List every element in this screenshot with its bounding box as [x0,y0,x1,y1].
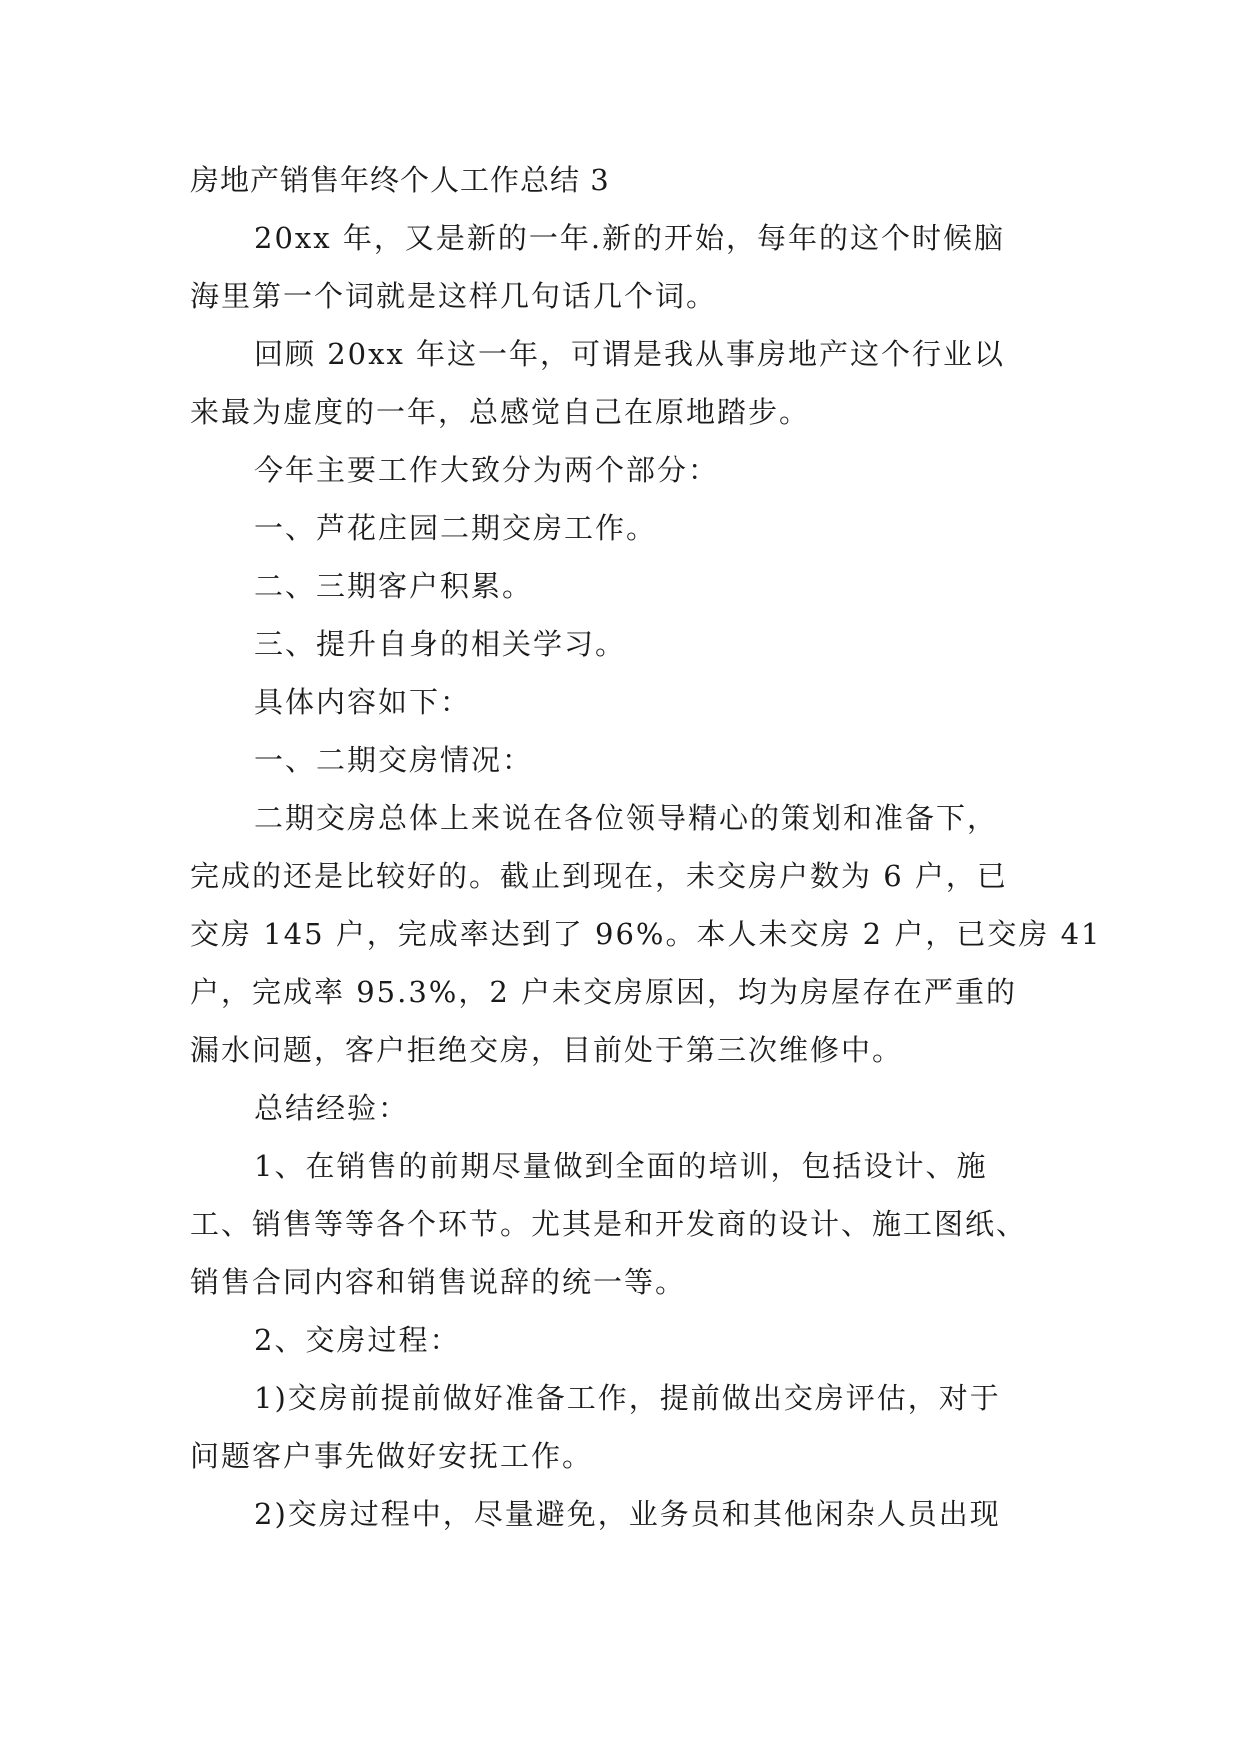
paragraph-line: 户，完成率 95.3%，2 户未交房原因，均为房屋存在严重的 [190,975,1018,1009]
list-item: 三、提升自身的相关学习。 [254,627,627,661]
paragraph-line: 具体内容如下： [254,685,472,719]
paragraph-line: 完成的还是比较好的。截止到现在，未交房户数为 6 户，已 [190,859,1008,893]
paragraph-line: 1、在销售的前期尽量做到全面的培训，包括设计、施 [254,1149,988,1183]
paragraph-line: 销售合同内容和销售说辞的统一等。 [190,1265,687,1299]
list-item: 一、芦花庄园二期交房工作。 [254,511,658,545]
paragraph-line: 来最为虚度的一年，总感觉自己在原地踏步。 [190,395,811,429]
paragraph-line: 工、销售等等各个环节。尤其是和开发商的设计、施工图纸、 [190,1207,1028,1241]
paragraph-line: 20xx 年，又是新的一年.新的开始，每年的这个时候脑 [254,221,1006,255]
paragraph-line: 今年主要工作大致分为两个部分： [254,453,720,487]
document-title: 房地产销售年终个人工作总结 3 [190,163,610,197]
section-heading: 一、二期交房情况： [254,743,534,777]
section-heading: 总结经验： [254,1091,410,1125]
paragraph-line: 漏水问题，客户拒绝交房，目前处于第三次维修中。 [190,1033,904,1067]
section-heading: 2、交房过程： [254,1323,461,1357]
list-item: 二、三期客户积累。 [254,569,534,603]
paragraph-line: 2)交房过程中，尽量避免，业务员和其他闲杂人员出现 [254,1497,1001,1531]
paragraph-line: 交房 145 户，完成率达到了 96%。本人未交房 2 户，已交房 41 [190,917,1102,951]
paragraph-line: 问题客户事先做好安抚工作。 [190,1439,594,1473]
paragraph-line: 回顾 20xx 年这一年，可谓是我从事房地产这个行业以 [254,337,1006,371]
paragraph-line: 海里第一个词就是这样几句话几个词。 [190,279,718,313]
paragraph-line: 二期交房总体上来说在各位领导精心的策划和准备下， [254,801,999,835]
paragraph-line: 1)交房前提前做好准备工作，提前做出交房评估，对于 [254,1381,1001,1415]
